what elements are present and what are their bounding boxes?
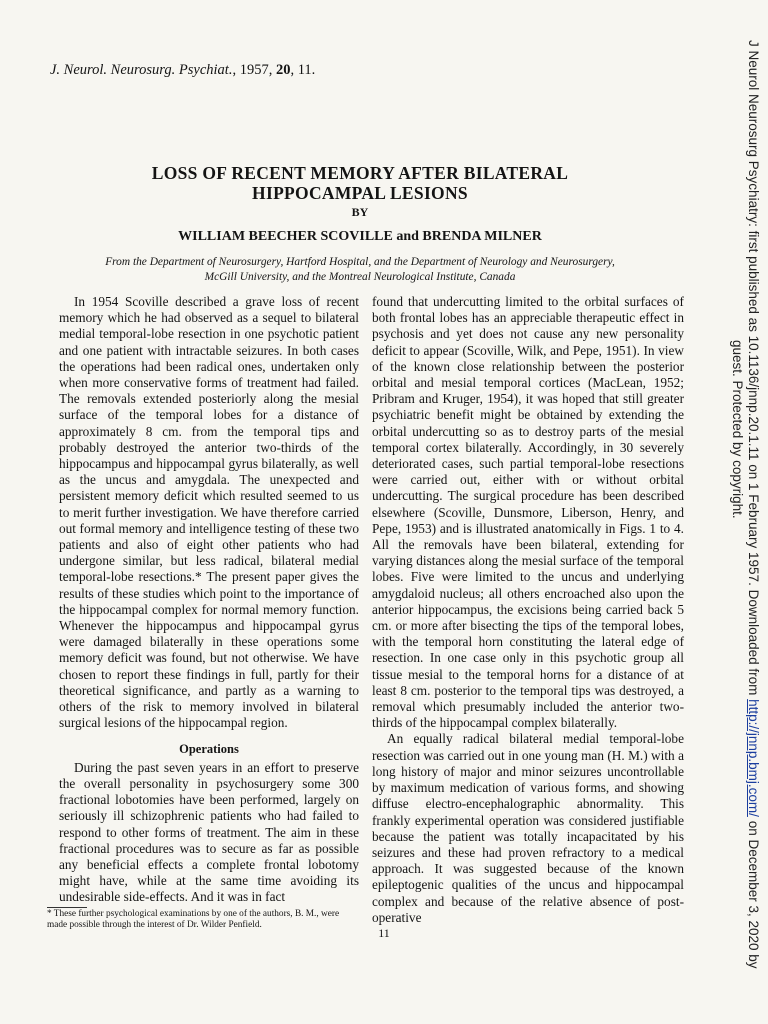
journal-citation — [50, 62, 315, 79]
journal-name: J. Neurol. Neurosurg. Psychiat. — [50, 62, 233, 78]
operations-paragraph: During the past seven years in an effort to preserve the overall personality in psychosurgery some 300 fractional lobotomies have been performed, largely on seriously ill schizophrenic patients who had failed to respond to other forms of treatment. The aim in these fractional procedures was to secure as far as possible any beneficial effects a complete frontal lobotomy might have, while at the same time avoiding its undesirable side-effects. And it was in fact — [59, 759, 359, 905]
authors: WILLIAM BEECHER SCOVILLE and BRENDA MILNER — [178, 229, 542, 244]
continued-paragraph: found that undercutting limited to the orbital surfaces of both frontal lobes has an appreciable therapeutic effect in psychosis and yet does not cause any new personality deficit to appear (Scoville, Wilk, and Pepe, 1951). In view of the known close relationship between the posterior orbital and mesial temporal cortices (MacLean, 1952; Pribram and Kruger, 1954), it was hoped that still greater psychiatric benefit might be obtained by extending the orbital undercutting so as to destroy parts of the mesial temporal cortex bilaterally. Accordingly, in 30 severely deteriorated cases, such partial temporal-lobe resections were carried out, either with or without orbital undercutting. The surgical procedure has been described elsewhere (Scoville, Dunsmore, Liberson, Henry, and Pepe, 1953) and is illustrated anatomically in Figs. 1 to 4. All the removals have been bilateral, extending for varying distances along the mesial surface of the temporal lobes. Five were limited to the uncus and underlying amygdaloid nucleus; all others encroached also upon the anterior hippocampus, the excisions being carried back 5 cm. or more after bisecting the tips of the temporal lobes, with the temporal horn constituting the lateral edge of resection. In one case only in this psychotic group all tissue mesial to the temporal horns for a distance of at least 8 cm. posterior to the temporal tips was destroyed, a removal which presumably included the anterior two-thirds of the hippocampal complex bilaterally. — [372, 294, 684, 731]
hm-paragraph: An equally radical bilateral medial temporal-lobe resection was carried out in one young man (H. M.) with a long history of major and minor seizures uncontrollable by maximum medication of various forms, and showing diffuse electro-encephalographic abnormality. This frankly experimental operation was considered justifiable because the patient was totally incapacitated by his seizures and these had proven refractory to a medical approach. It was suggested because of the known epileptogenic qualities of the uncus and hippocampal complex and because of the relative absence of post-operative — [372, 731, 684, 925]
left-column — [59, 294, 359, 906]
section-heading-operations: Operations — [179, 742, 239, 757]
journal-url-link[interactable]: http://jnnp.bmj.com/ — [746, 699, 761, 817]
paper-title — [60, 163, 660, 203]
footnote-rule — [47, 907, 87, 908]
sidebar-line-1 — [745, 40, 761, 980]
intro-paragraph: In 1954 Scoville described a grave loss of recent memory which he had observed as a sequel to bilateral medial temporal-lobe resection in one psychotic patient and one patient with intractable seizures. In both cases the operations had been radical ones, undertaken only when more conservative forms of treatment had failed. The removals extended posteriorly along the mesial surface of the temporal lobes for a distance of approximately 8 cm. from the temporal tips and probably destroyed the anterior two-thirds of the hippocampus and hippocampal gyrus bilaterally, as well as the uncus and amygdala. The unexpected and persistent memory deficit which resulted seemed to us to merit further investigation. We have therefore carried out formal memory and intelligence testing of these two patients and also of eight other patients who had undergone similar, but less radical, bilateral medial temporal-lobe resections.* The present paper gives the results of these studies which point to the importance of the hippocampal complex for normal memory function. Whenever the hippocampus and hippocampal gyrus were damaged bilaterally in these operations some memory deficit was found, but not otherwise. We have chosen to report these findings in full, partly for their theoretical significance, and partly as a warning to others of the risk to memory involved in bilateral surgical lesions of the hippocampal region. — [59, 294, 359, 731]
sidebar-line-2: guest. Protected by copyright. — [730, 340, 745, 519]
sidebar-text-after: on December 3, 2020 by — [746, 816, 761, 969]
citation-volume: 20 — [275, 62, 291, 78]
affiliation — [40, 255, 680, 285]
by-line: BY — [351, 205, 369, 219]
affiliation-line-1: From the Department of Neurosurgery, Hartford Hospital, and the Department of Neurology and Neurosurgery, — [105, 256, 615, 268]
citation-pages: , 11. — [290, 62, 316, 78]
sidebar-text-before: J Neurol Neurosurg Psychiatry: first published as 10.1136/jnnp.20.1.11 on 1 February 1957. Downloaded from — [746, 40, 761, 700]
page-number: 11 — [378, 926, 390, 940]
title-line-2: HIPPOCAMPAL LESIONS — [252, 183, 468, 203]
title-line-1: LOSS OF RECENT MEMORY AFTER BILATERAL — [151, 163, 569, 183]
affiliation-line-2: McGill University, and the Montreal Neurological Institute, Canada — [204, 271, 516, 283]
citation-year: , 1957, — [232, 62, 276, 78]
footnote: * These further psychological examinations by one of the authors, B. M., were made possible through the interest of Dr. Wilder Penfield. — [47, 909, 340, 930]
download-notice-sidebar — [729, 40, 761, 980]
right-column — [372, 294, 684, 926]
